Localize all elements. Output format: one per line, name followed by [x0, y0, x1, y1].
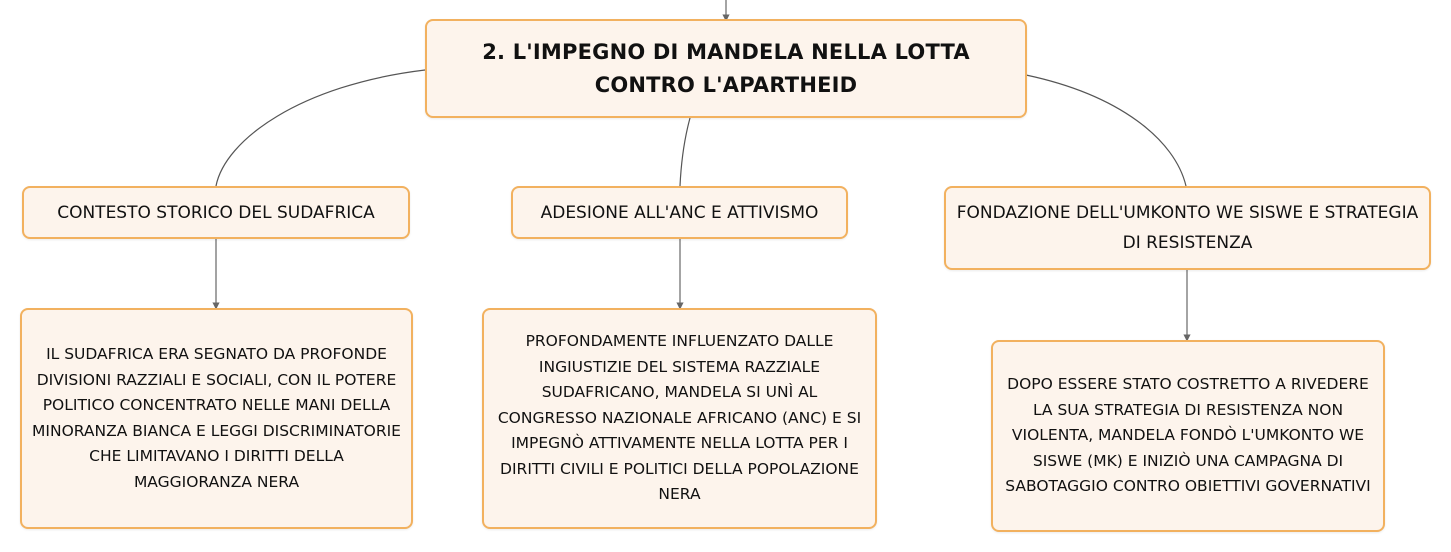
topic-label: CONTESTO STORICO DEL SUDAFRICA [57, 202, 375, 223]
topic-node-umkonto-strategy[interactable] [944, 186, 1431, 270]
detail-node-historical-context[interactable] [20, 308, 413, 529]
detail-text: IL SUDAFRICA ERA SEGNATO DA PROFONDE DIVISIONI RAZZIALI E SOCIALI, CON IL POTERE POLITICO CONCENTRATO NELLE MANI DELLA MINORANZA BIANCA E LEGGI DISCRIMINATORIE CHE LIMITAVANO I DIRITTI DELLA MAGGIORANZA NERA [32, 345, 401, 491]
topic-label: FONDAZIONE DELL'UMKONTO WE SISWE E STRATEGIA DI RESISTENZA [956, 203, 1419, 253]
connector-root-topic-2 [680, 118, 690, 186]
connector-root-topic-1 [216, 70, 425, 186]
detail-text: PROFONDAMENTE INFLUENZATO DALLE INGIUSTIZIE DEL SISTEMA RAZZIALE SUDAFRICANO, MANDELA SI UNÌ AL CONGRESSO NAZIONALE AFRICANO (ANC) E SI IMPEGNÒ ATTIVAMENTE NELLA LOTTA PER I DIRITTI CIVILI E POLITICI DELLA POPOLAZIONE NERA [497, 332, 862, 504]
connector-root-topic-3 [1026, 75, 1186, 186]
topic-node-anc-activism[interactable] [511, 186, 848, 239]
detail-text: DOPO ESSERE STATO COSTRETTO A RIVEDERE LA SUA STRATEGIA DI RESISTENZA NON VIOLENTA, MANDELA FONDÒ L'UMKONTO WE SISWE (MK) E INIZIÒ UNA CAMPAGNA DI SABOTAGGIO CONTRO OBIETTIVI GOVERNATIVI [1005, 375, 1371, 496]
detail-node-anc-activism[interactable] [482, 308, 877, 529]
root-node[interactable] [425, 19, 1027, 118]
topic-node-historical-context[interactable] [22, 186, 410, 239]
topic-label: ADESIONE ALL'ANC E ATTIVISMO [540, 202, 819, 223]
root-title: 2. L'IMPEGNO DI MANDELA NELLA LOTTA CONTRO L'APARTHEID [482, 39, 970, 97]
detail-node-umkonto-strategy[interactable] [991, 340, 1385, 532]
